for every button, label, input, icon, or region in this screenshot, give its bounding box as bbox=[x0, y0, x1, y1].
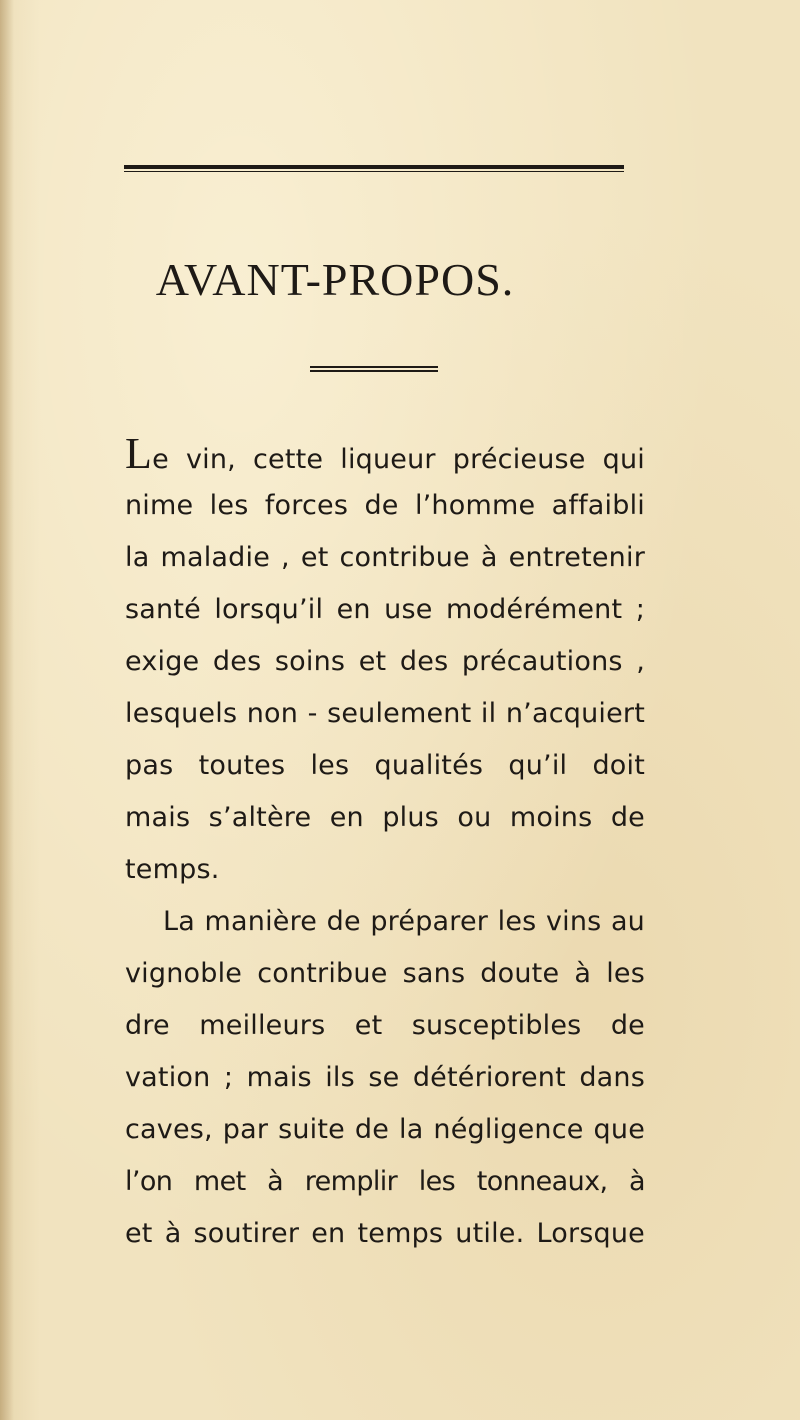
text-line-14: caves, par suite de la négligence que bbox=[125, 1114, 645, 1145]
header-double-rule bbox=[124, 165, 624, 172]
title-divider-line-bottom bbox=[310, 370, 438, 372]
header-rule-thin bbox=[124, 171, 624, 172]
first-line-rest: e vin, cette liqueur précieuse qui bbox=[152, 444, 645, 475]
text-line-7: pas toutes les qualités qu’il doit bbox=[125, 750, 645, 781]
text-line-9: temps. bbox=[125, 854, 220, 885]
initial-letter: L bbox=[125, 429, 153, 478]
title-divider bbox=[310, 366, 438, 372]
text-line-1 bbox=[125, 428, 645, 480]
header-rule-thick bbox=[124, 165, 624, 169]
text-line-11: vignoble contribue sans doute à les bbox=[125, 958, 645, 989]
text-line-15: l’on met à remplir les tonneaux, à bbox=[125, 1166, 645, 1197]
text-line-12: dre meilleurs et susceptibles de bbox=[125, 1010, 645, 1041]
text-line-4: santé lorsqu’il en use modérément ; bbox=[125, 594, 645, 625]
text-line-8: mais s’altère en plus ou moins de bbox=[125, 802, 645, 833]
section-title: AVANT-PROPOS. bbox=[155, 254, 515, 305]
text-line-2: nime les forces de l’homme affaibli bbox=[125, 490, 645, 521]
title-divider-line-top bbox=[310, 366, 438, 368]
text-line-13: vation ; mais ils se détériorent dans bbox=[125, 1062, 645, 1093]
text-line-10: La manière de préparer les vins au bbox=[163, 906, 645, 937]
text-line-16: et à soutirer en temps utile. Lorsque bbox=[125, 1218, 645, 1249]
text-line-6: lesquels non - seulement il n’acquiert bbox=[125, 698, 645, 729]
text-line-3: la maladie , et contribue à entretenir bbox=[125, 542, 645, 573]
text-line-5: exige des soins et des précautions , bbox=[125, 646, 645, 677]
page-spine-shadow bbox=[0, 0, 14, 1420]
body-text bbox=[125, 428, 645, 1260]
